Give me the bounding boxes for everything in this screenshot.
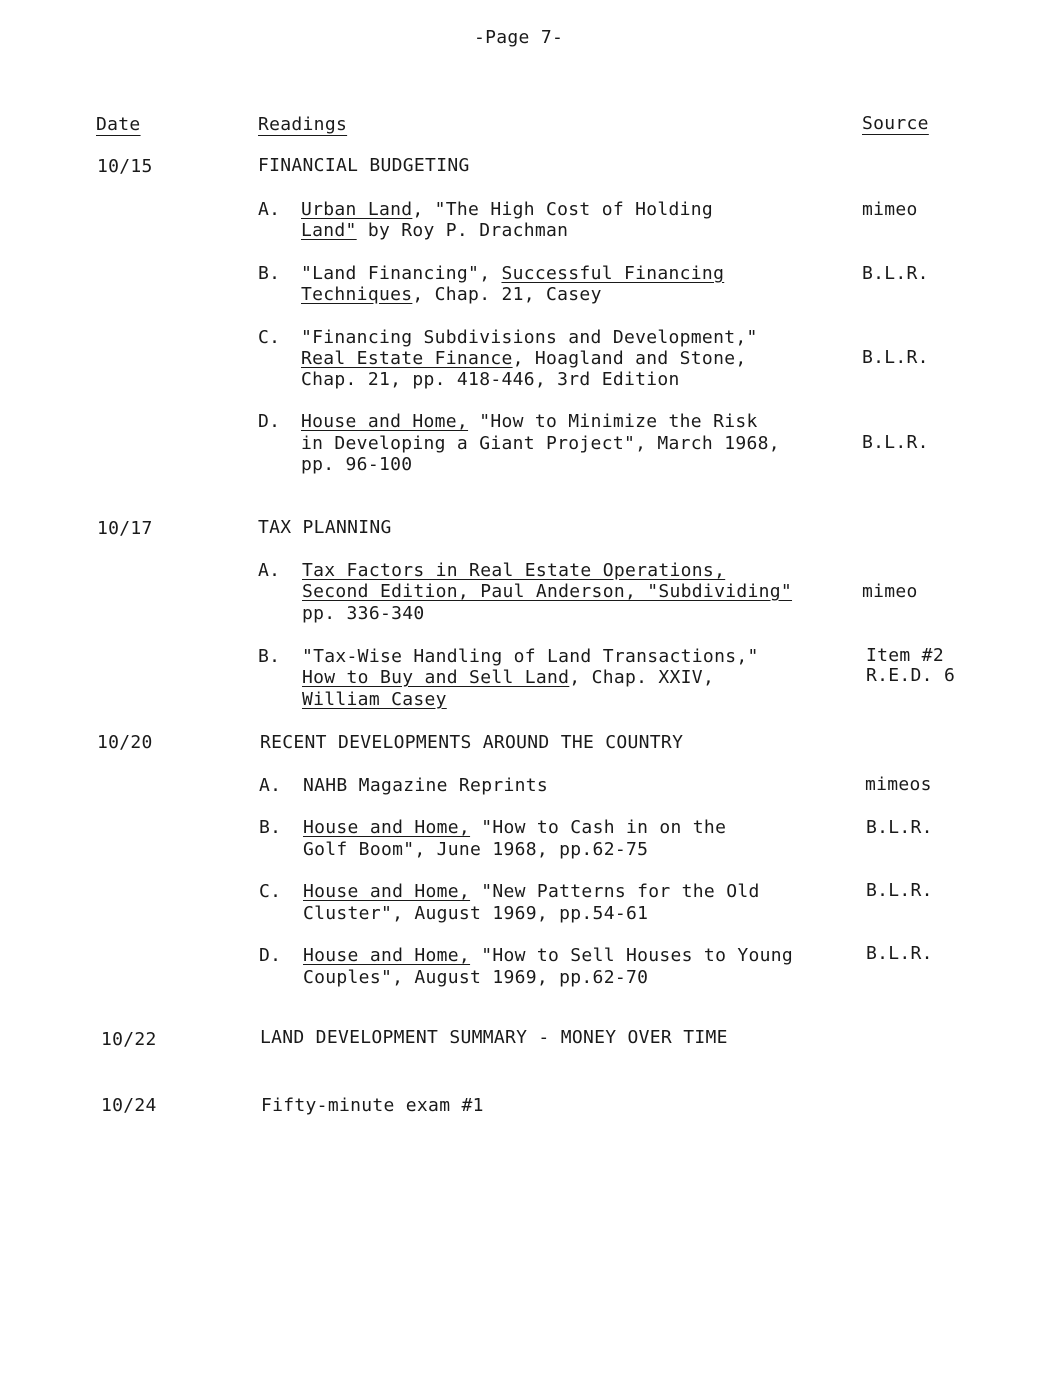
reading-text: , Chap. 21, Casey <box>412 284 602 305</box>
source-column-header: Source <box>862 113 929 134</box>
item-letter: A. <box>259 775 282 796</box>
reading-text: "How to Sell Houses to Young <box>470 945 794 966</box>
publication-title: Techniques <box>301 284 413 305</box>
reading-text: pp. 96-100 <box>301 454 413 475</box>
source-value: B.L.R. <box>866 880 933 901</box>
reading-text: William Casey <box>302 689 447 710</box>
publication-title: House and Home, <box>301 411 469 432</box>
reading-line <box>303 881 760 903</box>
source-value: B.L.R. <box>862 263 929 284</box>
item-letter: D. <box>259 945 282 966</box>
date-column-header: Date <box>96 114 141 135</box>
reading-text: Golf Boom", June 1968, pp.62-75 <box>303 839 649 860</box>
source-value: B.L.R. <box>862 347 929 368</box>
source-value: B.L.R. <box>866 817 933 838</box>
reading-text: "How to Minimize the Risk <box>468 411 758 432</box>
publication-title: Land" <box>301 220 357 241</box>
item-letter: B. <box>258 263 281 284</box>
reading-line <box>301 348 746 370</box>
section-date: 10/20 <box>97 732 153 753</box>
publication-title: Real Estate Finance <box>301 348 513 369</box>
source-value: mimeo <box>862 199 918 220</box>
reading-text: , "The High Cost of Holding <box>412 199 714 220</box>
publication-title: Tax Factors in Real Estate Operations, <box>302 560 726 581</box>
section-title: LAND DEVELOPMENT SUMMARY - MONEY OVER TIME <box>260 1027 728 1048</box>
reading-text: pp. 336-340 <box>302 603 425 624</box>
reading-line <box>302 667 714 689</box>
reading-text: "Tax-Wise Handling of Land Transactions," <box>302 646 759 667</box>
reading-line <box>303 817 726 839</box>
page-number: -Page 7- <box>474 27 564 48</box>
source-value: mimeos <box>865 774 932 795</box>
source-value: B.L.R. <box>862 432 929 453</box>
publication-title: How to Buy and Sell Land <box>302 667 570 688</box>
reading-text: "Land Financing", <box>301 263 502 284</box>
reading-text: Couples", August 1969, pp.62-70 <box>303 967 649 988</box>
reading-text: "Financing Subdivisions and Development," <box>301 327 758 348</box>
reading-text: , Chap. XXIV, <box>569 667 715 688</box>
item-letter: D. <box>258 411 281 432</box>
section-date: 10/15 <box>97 156 153 177</box>
reading-text: "New Patterns for the Old <box>470 881 760 902</box>
reading-line <box>301 411 758 433</box>
source-value: Item #2 <box>866 645 944 666</box>
section-title: FINANCIAL BUDGETING <box>258 155 470 176</box>
reading-text: Cluster", August 1969, pp.54-61 <box>303 903 649 924</box>
reading-text: , Hoagland and Stone, <box>512 348 747 369</box>
reading-line <box>303 945 793 967</box>
section-date: 10/24 <box>101 1095 157 1116</box>
section-date: 10/22 <box>101 1029 157 1050</box>
reading-text: by Roy P. Drachman <box>356 220 569 241</box>
item-letter: C. <box>259 881 282 902</box>
item-letter: A. <box>258 560 281 581</box>
readings-column-header: Readings <box>258 114 348 135</box>
publication-title: Successful Financing <box>501 263 725 284</box>
item-letter: B. <box>258 646 281 667</box>
section-title: TAX PLANNING <box>258 517 392 538</box>
item-letter: A. <box>258 199 281 220</box>
section-title: Fifty-minute exam #1 <box>261 1095 484 1116</box>
source-value: R.E.D. 6 <box>866 665 956 686</box>
reading-text: in Developing a Giant Project", March 1968, <box>301 433 780 454</box>
reading-line <box>301 220 568 242</box>
publication-title: House and Home, <box>303 881 471 902</box>
section-date: 10/17 <box>97 518 153 539</box>
reading-text: "How to Cash in on the <box>470 817 727 838</box>
reading-line <box>301 199 713 221</box>
reading-line <box>301 263 724 285</box>
publication-title: House and Home, <box>303 945 471 966</box>
source-value: B.L.R. <box>866 943 933 964</box>
publication-title: House and Home, <box>303 817 471 838</box>
reading-line <box>301 284 602 306</box>
reading-text: NAHB Magazine Reprints <box>303 775 549 796</box>
section-title: RECENT DEVELOPMENTS AROUND THE COUNTRY <box>260 732 684 753</box>
publication-title: Second Edition, Paul Anderson, "Subdividing" <box>302 581 793 602</box>
item-letter: C. <box>258 327 281 348</box>
source-value: mimeo <box>862 581 918 602</box>
item-letter: B. <box>259 817 282 838</box>
publication-title: Urban Land <box>301 199 413 220</box>
reading-text: Chap. 21, pp. 418-446, 3rd Edition <box>301 369 680 390</box>
